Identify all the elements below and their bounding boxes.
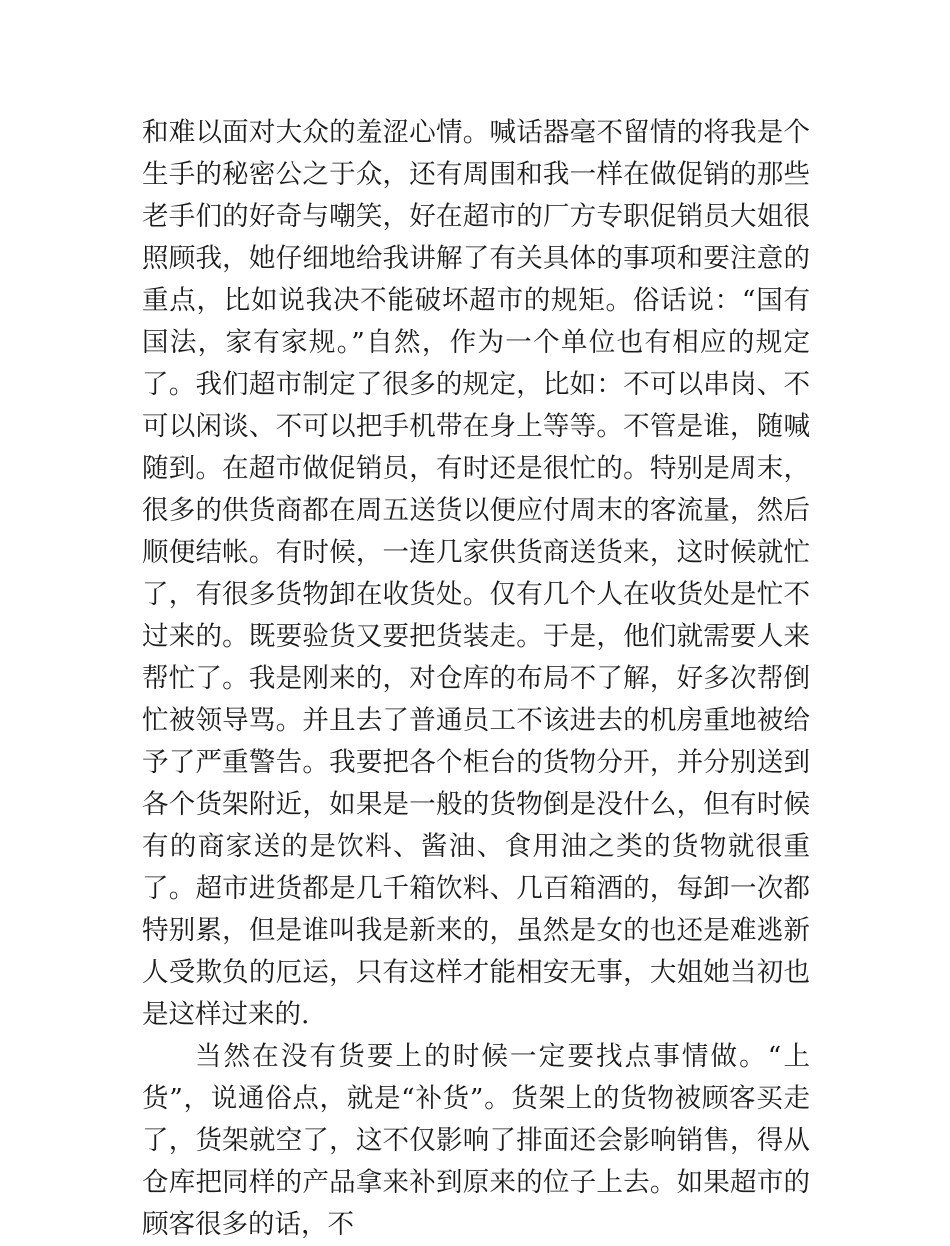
paragraph-2: 当然在没有货要上的时候一定要找点事情做。“上货”，说通俗点，就是“补货”。货架上的货物被顾客买走了，货架就空了，这不仅影响了排面还会影响销售，得从仓库把同样的产品拿来补到原来的位子上去。如果超市的顾客很多的话，不 bbox=[142, 1041, 810, 1240]
paragraph-1: 和难以面对大众的羞涩心情。喊话器毫不留情的将我是个生手的秘密公之于众，还有周围和我一样在做促销的那些老手们的好奇与嘲笑，好在超市的厂方专职促销员大姐很照顾我，她仔细地给我讲解了有关具体的事项和要注意的重点，比如说我决不能破坏超市的规矩。俗话说：“国有国法，家有家规。”自然，作为一个单位也有相应的规定了。我们超市制定了很多的规定，比如：不可以串岗、不可以闲谈、不可以把手机带在身上等等。不管是谁，随喊随到。在超市做促销员，有时还是很忙的。特别是周末，很多的供货商都在周五送货以便应付周末的客流量，然后顺便结帐。有时候，一连几家供货商送货来，这时候就忙了，有很多货物卸在收货处。仅有几个人在收货处是忙不过来的。既要验货又要把货装走。于是，他们就需要人来帮忙了。我是刚来的，对仓库的布局不了解，好多次帮倒忙被领导骂。并且去了普通员工不该进去的机房重地被给予了严重警告。我要把各个柜台的货物分开，并分别送到各个货架附近，如果是一般的货物倒是没什么，但有时候有的商家送的是饮料、酱油、食用油之类的货物就很重了。超市进货都是几千箱饮料、几百箱酒的，每卸一次都特别累，但是谁叫我是新来的，虽然是女的也还是难逃新人受欺负的厄运，只有这样才能相安无事，大姐她当初也是这样过来的. bbox=[142, 117, 810, 1030]
document-page bbox=[142, 112, 810, 1246]
